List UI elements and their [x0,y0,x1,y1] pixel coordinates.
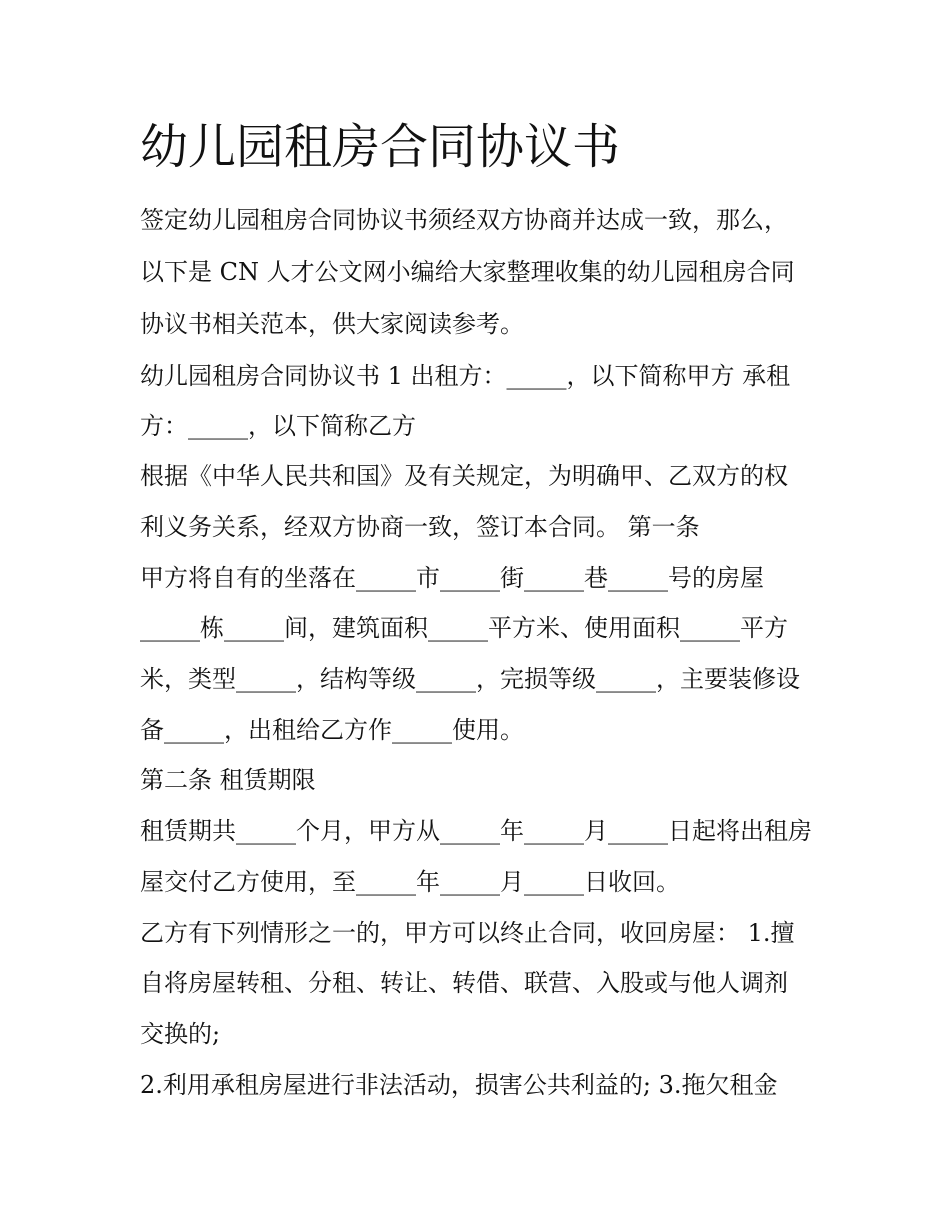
body-line-6: 根据《中华人民共和国》及有关规定，为明确甲、乙双方的权 [140,462,788,490]
body-line-18: 2.利用承租房屋进行非法活动，损害公共利益的; 3.拖欠租金 [140,1071,778,1099]
document-title: 幼儿园租房合同协议书 [140,119,621,175]
body-line-16: 自将房屋转租、分租、转让、转借、联营、入股或与他人调剂 [140,969,788,997]
body-line-10: 米，类型_____，结构等级_____，完损等级_____，主要装修设 [140,665,800,693]
body-line-4: 幼儿园租房合同协议书 1 出租方：_____，以下简称甲方 承租 [140,362,791,390]
body-line-7: 利义务关系，经双方协商一致，签订本合同。 第一条 [140,513,700,541]
body-line-2: 以下是 CN 人才公文网小编给大家整理收集的幼儿园租房合同 [140,258,795,286]
body-line-8: 甲方将自有的坐落在_____市_____街_____巷_____号的房屋 [140,564,764,592]
body-line-13: 租赁期共_____个月，甲方从_____年_____月_____日起将出租房 [140,817,812,845]
body-line-1: 签定幼儿园租房合同协议书须经双方协商并达成一致，那么， [140,206,788,234]
body-line-11: 备_____，出租给乙方作_____使用。 [140,716,524,744]
body-line-9: _____栋_____间，建筑面积_____平方米、使用面积_____平方 [140,614,788,642]
body-line-15: 乙方有下列情形之一的，甲方可以终止合同，收回房屋： 1.擅 [140,919,795,947]
body-line-17: 交换的; [140,1020,221,1048]
body-line-3: 协议书相关范本，供大家阅读参考。 [140,310,524,338]
body-line-14: 屋交付乙方使用，至_____年_____月_____日收回。 [140,868,680,896]
body-line-12: 第二条 租赁期限 [140,766,316,794]
body-line-5: 方：_____，以下简称乙方 [140,412,416,440]
